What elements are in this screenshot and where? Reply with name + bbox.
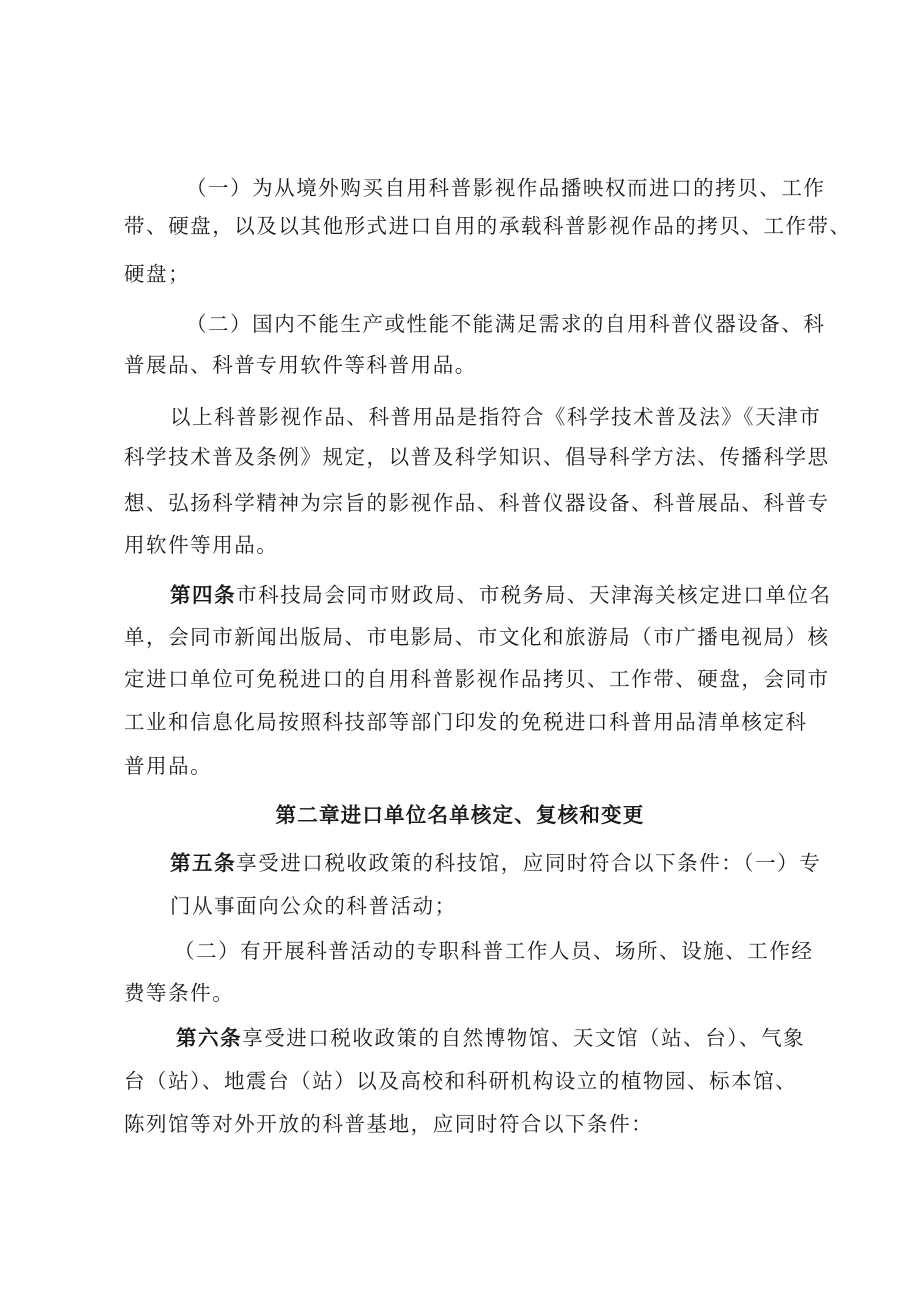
article-4-line-5: 普用品。 bbox=[124, 754, 213, 778]
para-1-line-3: 硬盘； bbox=[124, 262, 191, 286]
para-1-line-2: 带、硬盘，以及以其他形式进口自用的承载科普影视作品的拷贝、工作带、 bbox=[124, 214, 852, 238]
para-3-line-3: 想、弘扬科学精神为宗旨的影视作品、科普仪器设备、科普展品、科普专 bbox=[124, 491, 830, 515]
article-5-line-2: 门从事面向公众的科普活动； bbox=[170, 894, 457, 918]
article-6-line-3: 陈列馆等对外开放的科普基地，应同时符合以下条件： bbox=[124, 1112, 654, 1136]
article-5-item-2-line-1: （二）有开展科普活动的专职科普工作人员、场所、设施、工作经 bbox=[174, 939, 814, 963]
para-3-line-1: 以上科普影视作品、科普用品是指符合《科学技术普及法》《天津市 bbox=[170, 405, 822, 429]
article-6-line-2: 台（站）、地震台（站）以及高校和科研机构设立的植物园、标本馆、 bbox=[124, 1069, 798, 1093]
article-4-line-3: 定进口单位可免税进口的自用科普影视作品拷贝、工作带、硬盘，会同市 bbox=[124, 667, 830, 691]
para-3-line-2: 科学技术普及条例》规定，以普及科学知识、倡导科学方法、传播科学思 bbox=[124, 445, 830, 469]
article-5-line-1: 第五条享受进口税收政策的科技馆，应同时符合以下条件：（一）专 bbox=[170, 851, 822, 875]
article-5-heading: 第五条 bbox=[170, 851, 237, 875]
para-1-line-1: （一）为从境外购买自用科普影视作品播映权而进口的拷贝、工作 bbox=[186, 176, 826, 200]
article-6-line-1: 第六条享受进口税收政策的自然博物馆、天文馆（站、台）、气象 bbox=[176, 1026, 806, 1050]
article-5-item-2-line-2: 费等条件。 bbox=[124, 981, 235, 1005]
article-4-line-4: 工业和信息化局按照科技部等部门印发的免税进口科普用品清单核定科 bbox=[124, 710, 808, 734]
para-2-line-1: （二）国内不能生产或性能不能满足需求的自用科普仪器设备、科 bbox=[186, 312, 826, 336]
article-4-line-2: 单，会同市新闻出版局、市电影局、市文化和旅游局（市广播电视局）核 bbox=[124, 625, 830, 649]
article-4-heading: 第四条 bbox=[170, 583, 237, 607]
article-6-heading: 第六条 bbox=[176, 1026, 243, 1050]
chapter-title: 第二章进口单位名单核定、复核和变更 bbox=[275, 803, 645, 827]
article-4-line-1: 第四条市科技局会同市财政局、市税务局、天津海关核定进口单位名 bbox=[170, 583, 832, 607]
para-2-line-2: 普展品、科普专用软件等科普用品。 bbox=[124, 353, 477, 377]
para-3-line-4: 用软件等用品。 bbox=[124, 533, 279, 557]
